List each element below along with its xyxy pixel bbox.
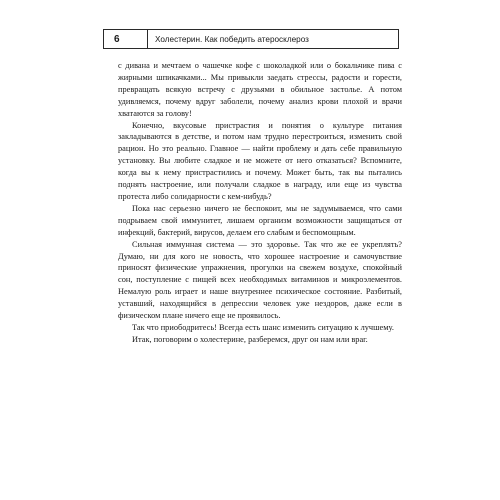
paragraph: Так что приободритесь! Всегда есть шанс изменить ситуацию к лучшему. — [132, 322, 394, 332]
running-title: Холестерин. Как победить атеросклероз — [155, 34, 309, 44]
paragraph: Сильная иммунная система — это здоровье. Так что же ее укреплять? Думаю, ни для кого не новость, что хорошее настроение и самочувствие приносят физические упражнения, прогулки на свежем воздухе, спокойный сон, поступление с пищей всех необходимых витаминов и микроэлементов. Немалую роль играет и наше внутреннее психическое состояние. Разбитый, уставший, находящийся в депрессии человек уже нездоров, даже если в физическом плане ничего еще не проявилось. — [118, 239, 402, 321]
page-header — [103, 29, 399, 49]
body-text — [118, 60, 402, 346]
paragraph: Пока нас серьезно ничего не беспокоит, мы не задумываемся, что сами подрываем свой иммунитет, лишаем организм возможности защищаться от инфекций, бактерий, вирусов, делаем его слабым и беспомощным. — [118, 203, 402, 237]
page-number: 6 — [104, 30, 148, 48]
paragraph: с дивана и мечтаем о чашечке кофе с шоколадкой или о бокальчике пива с жирными шпикачками... Мы привыкли заедать стрессы, радости и горести, превращать всякую встречу с друзьями в обильное застолье. А потом удивляемся, почему вдруг заболели, почему анализ крови плохой и врачи хватаются за голову! — [118, 61, 402, 118]
paragraph: Конечно, вкусовые пристрастия и понятия о культуре питания закладываются в детстве, и потом нам трудно перестроиться, изменить свой рацион. Но это реально. Главное — найти проблему и дать себе правильную установку. Вы любите сладкое и не можете от него отказаться? Вспомните, когда вы к нему пристрастились и почему. Может быть, так вы пытались поднять настроение, или получали сладкое в награду, или еще из чувства протеста либо солидарности с кем-нибудь? — [118, 120, 402, 201]
paragraph: Итак, поговорим о холестерине, разберемся, друг он нам или враг. — [132, 334, 368, 344]
